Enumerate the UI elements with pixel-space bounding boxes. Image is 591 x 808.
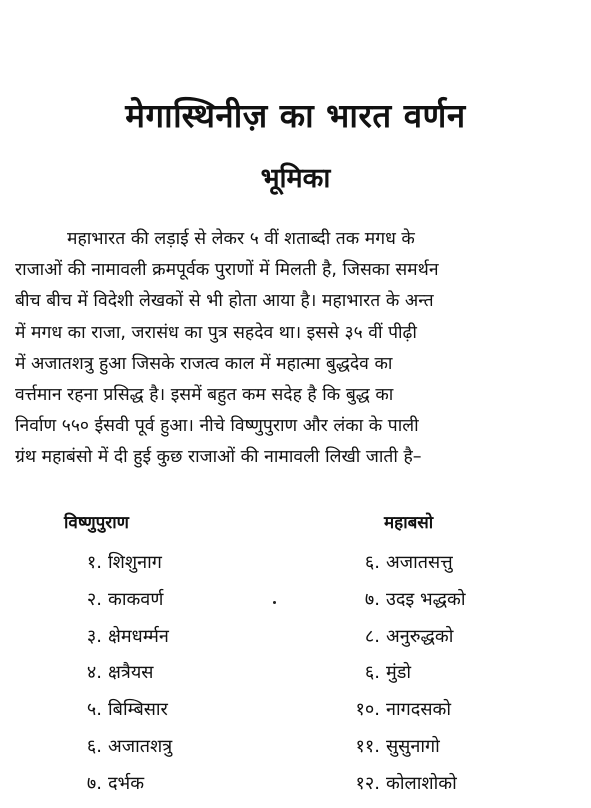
king-name: अजातसत्तु [386, 552, 453, 573]
item-number: १२. [355, 772, 380, 794]
item-number: ६. [364, 662, 380, 684]
list-item [330, 660, 466, 697]
intro-paragraph [15, 226, 587, 476]
vishnupurana-heading: विष्णुपुराण [64, 513, 129, 533]
list-item [62, 660, 172, 697]
mahabaso-king-list [330, 550, 466, 808]
list-item [62, 697, 172, 734]
king-name: दर्भक [108, 772, 145, 794]
paragraph-line: ग्रंथ महाबंसो में दी हुई कुछ राजाओं की नामावली लिखी जाती है– [15, 447, 422, 468]
list-item [330, 624, 466, 661]
section-heading: भूमिका [260, 163, 331, 194]
list-item [62, 771, 172, 808]
list-item [330, 734, 466, 771]
item-number: २. [86, 588, 102, 610]
paragraph-line: निर्वाण ५५० ईसवी पूर्व हुआ। नीचे विष्णुपुराण और लंका के पाली [15, 416, 419, 437]
king-name: क्षत्रैयस [108, 662, 154, 684]
paragraph-line: महाभारत की लड़ाई से लेकर ५ वीं शताब्दी तक मगध के [67, 229, 415, 249]
page-title: मेगास्थिनीज़ का भारत वर्णन [125, 96, 466, 135]
king-name: काकवर्ण [108, 588, 164, 610]
item-number: ७. [364, 588, 380, 610]
king-name: कोलाशोको [386, 772, 457, 794]
list-item [330, 697, 466, 734]
scan-speck [273, 601, 276, 604]
paragraph-line: वर्त्तमान रहना प्रसिद्ध है। इसमें बहुत कम सदेह है कि बुद्ध का [15, 384, 394, 405]
king-name: क्षेमधर्म्मन [108, 625, 169, 647]
paragraph-line: में मगध का राजा, जरासंध का पुत्र सहदेव था। इससे ३५ वीं पीढ़ी [15, 322, 417, 343]
king-name: उदइ भद्धको [386, 588, 466, 610]
paragraph-line: में अजातशत्रु हुआ जिसके राजत्व काल में महात्मा बुद्धदेव का [15, 353, 393, 374]
list-item [62, 587, 172, 624]
paragraph-line: राजाओं की नामावली क्रमपूर्वक पुराणों में मिलती है, जिसका समर्थन [15, 260, 439, 281]
king-name: बिम्बिसार [108, 699, 168, 721]
item-number: ६. [86, 735, 102, 757]
item-number: ८. [364, 625, 380, 647]
item-number: १०. [355, 699, 380, 721]
list-item [62, 550, 172, 587]
king-name: सुसुनागो [386, 735, 440, 757]
king-name: मुंडो [386, 662, 412, 684]
mahabaso-heading: महाबसो [384, 513, 434, 533]
item-number: ५. [86, 699, 102, 721]
list-item [62, 734, 172, 771]
vishnupurana-king-list [62, 550, 172, 808]
item-number: ११. [355, 735, 380, 757]
item-number: ३. [86, 625, 102, 647]
item-number: ६. [364, 552, 380, 573]
list-item [330, 550, 466, 587]
item-number: ४. [86, 662, 102, 684]
list-item [330, 587, 466, 624]
king-name: अनुरुद्धको [386, 625, 454, 647]
king-name: नागदसको [386, 699, 451, 721]
list-item [330, 771, 466, 808]
item-number: ७. [86, 772, 102, 794]
king-name: अजातशत्रु [108, 735, 173, 757]
list-item [62, 624, 172, 661]
paragraph-line: बीच बीच में विदेशी लेखकों से भी होता आया है। महाभारत के अन्त [15, 291, 434, 312]
king-name: शिशुनाग [108, 552, 162, 573]
item-number: १. [86, 552, 102, 573]
